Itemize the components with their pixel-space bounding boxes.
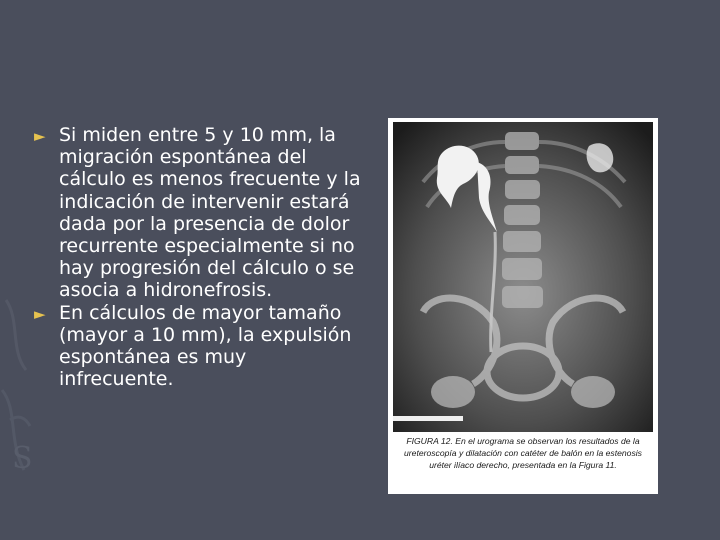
figure-panel <box>388 118 658 494</box>
bullet-text: En cálculos de mayor tamaño (mayor a 10 mm), la expulsión espontánea es muy infrecuente. <box>59 301 352 391</box>
svg-text:S: S <box>12 441 33 476</box>
figure-caption: FIGURA 12. En el urograma se observan los resultados de la ureteroscopía y dilatación con catéter de balón en la estenosis uréter ilíaco derecho, presentada en la Figura 11. <box>404 436 642 470</box>
urogram-xray-image <box>393 122 653 432</box>
bullet-arrow-icon: ► <box>34 304 46 323</box>
bullet-arrow-icon: ► <box>34 127 46 145</box>
bullet-text: Si miden entre 5 y 10 mm, la migración espontánea del cálculo es menos frecuente y la indicación de intervenir estará dada por la presencia de dolor recurrente especialmente si no hay progresión del cálculo o se asocia a hidronefrosis. <box>59 124 361 302</box>
bullet-item <box>34 124 364 302</box>
bullet-item <box>34 302 364 391</box>
bullet-list <box>34 124 364 390</box>
